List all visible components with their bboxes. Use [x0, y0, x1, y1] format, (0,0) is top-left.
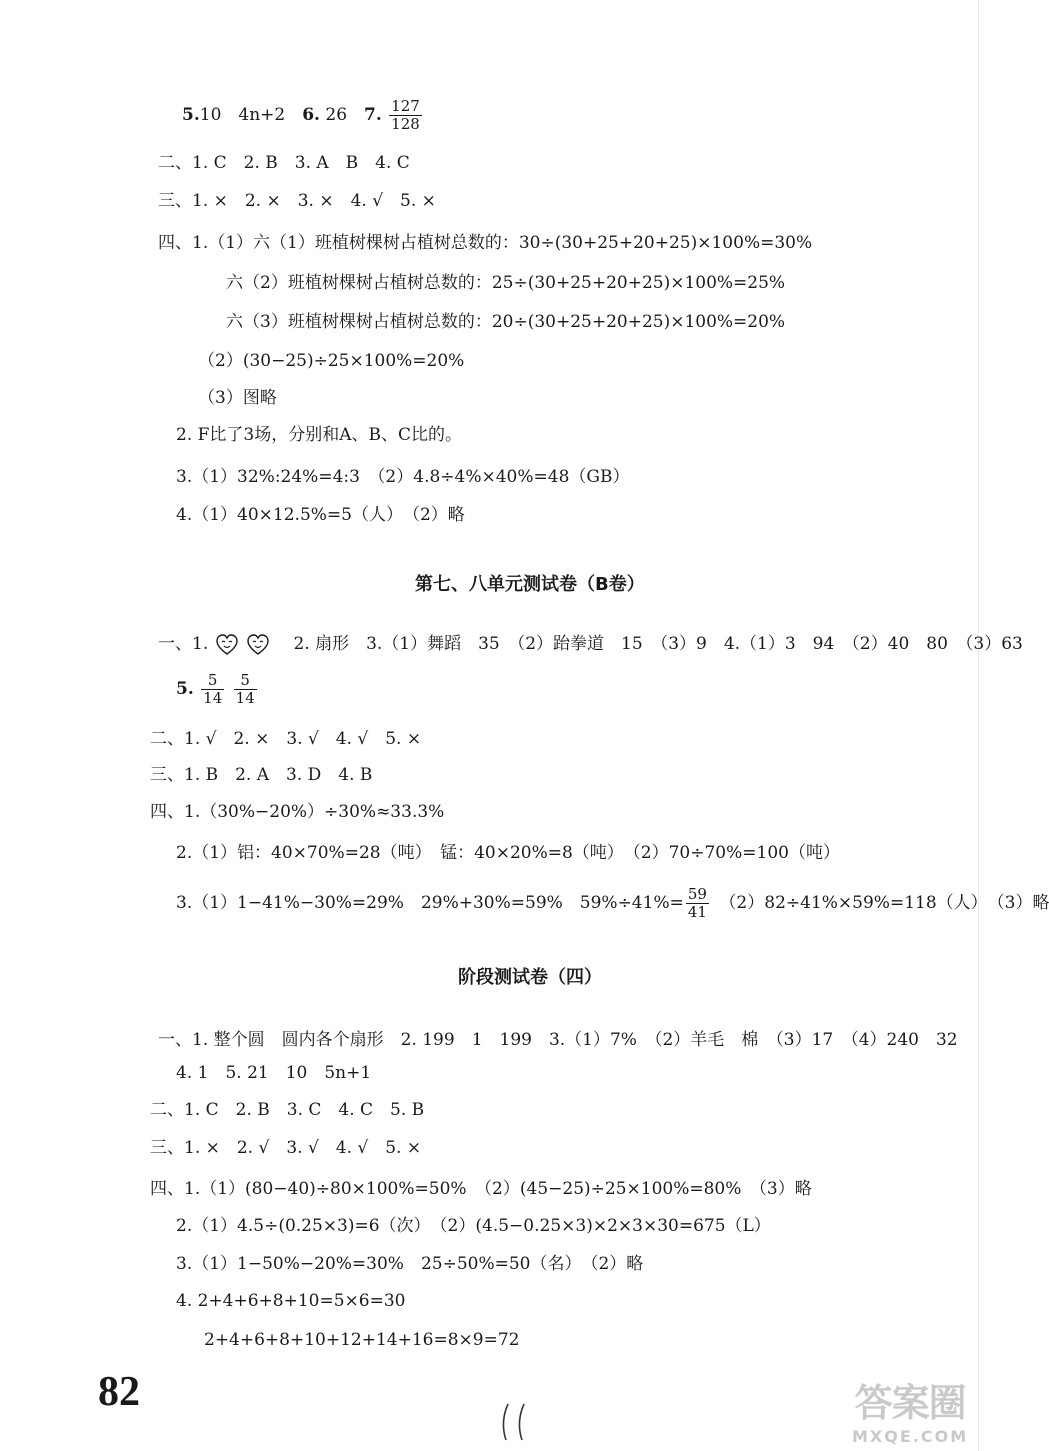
answer-line: 2. F比了3场，分别和A、B、C比的。: [176, 425, 463, 445]
answer-line: 四、1.（30%−20%）÷30%≈33.3%: [150, 802, 445, 822]
fraction: $\frac{5}{14}$: [235, 671, 255, 707]
answer-line: （2）(30−25)÷25×100%=20%: [198, 351, 465, 371]
section-title: 第七、八单元测试卷（B卷）: [415, 574, 645, 595]
fraction: $\frac{5}{14}$: [203, 671, 223, 707]
answer-line: 3.（1）1−50%−20%=30% 25÷50%=50（名） （2）略: [176, 1254, 644, 1274]
fraction: $\frac{59}{41}$: [687, 885, 707, 921]
answer-line: 2.（1）4.5÷(0.25×3)=6（次） （2）(4.5−0.25×3)×2×3×30=675（L）: [176, 1216, 771, 1236]
answer-line: 2+4+6+8+10+12+14+16=8×9=72: [204, 1330, 520, 1350]
section-title: 阶段测试卷（四）: [458, 967, 602, 988]
answer-line: 六（2）班植树棵树占植树总数的：25÷(30+25+20+25)×100%=25%: [226, 273, 786, 293]
fraction: $\frac{127}{128}$: [391, 97, 420, 133]
page-edge-line: [978, 0, 979, 1451]
answer-line: 4. 2+4+6+8+10=5×6=30: [176, 1291, 406, 1311]
answer-line: 5. $\frac{5}{14}$ $\frac{5}{14}$: [176, 671, 255, 707]
answer-line: 二、1. √ 2. × 3. √ 4. √ 5. ×: [150, 729, 422, 749]
handwriting-mark: [496, 1400, 532, 1444]
answer-line: 三、1. × 2. × 3. × 4. √ 5. ×: [158, 191, 436, 211]
answer-line: 3.（1）32%:24%=4:3 （2）4.8÷4%×40%=48（GB）: [176, 467, 630, 487]
answer-line: 四、1.（1）(80−40)÷80×100%=50% （2）(45−25)÷25×100%=80% （3）略: [150, 1179, 812, 1199]
answer-line: 一、1. 2. 扇形 3.（1）舞蹈 35 （2）跆拳道 15 （3）9 4.（1）3 94 （2）40 80 （3）63: [158, 634, 1023, 654]
heart-face-icon: [247, 634, 269, 656]
answer-line: 4.（1）40×12.5%=5（人） （2）略: [176, 505, 465, 525]
answer-line: 2.（1）铝：40×70%=28（吨） 锰：40×20%=8（吨） （2）70÷70%=100（吨）: [176, 843, 840, 863]
answer-line-5-7: 5.10 4n+2 6. 26 7. $\frac{127}{128}$: [182, 97, 420, 133]
answer-line: 六（3）班植树棵树占植树总数的：20÷(30+25+20+25)×100%=20%: [226, 312, 786, 332]
answer-line: 四、1.（1）六（1）班植树棵树占植树总数的：30÷(30+25+20+25)×100%=30%: [158, 233, 813, 253]
answer-line: 三、1. B 2. A 3. D 4. B: [150, 765, 373, 785]
watermark-logo: 答案圈 MXQE.COM: [852, 1381, 969, 1446]
page-number: 82: [98, 1369, 140, 1415]
answer-line: 3.（1）1−41%−30%=29% 29%+30%=59% 59%÷41%= $\frac{59}{41}$ （2）82÷41%×59%=118（人） （3）略: [176, 885, 1049, 921]
heart-face-icon: [216, 634, 238, 656]
answer-line: （3）图略: [198, 388, 277, 408]
answer-line: 二、1. C 2. B 3. A B 4. C: [158, 153, 410, 173]
answer-line: 4. 1 5. 21 10 5n+1: [176, 1063, 372, 1083]
answer-line: 二、1. C 2. B 3. C 4. C 5. B: [150, 1100, 425, 1120]
answer-line: 一、1. 整个圆 圆内各个扇形 2. 199 1 199 3.（1）7% （2）羊毛 棉 （3）17 （4）240 32: [158, 1030, 958, 1050]
answer-line: 三、1. × 2. √ 3. √ 4. √ 5. ×: [150, 1138, 422, 1158]
